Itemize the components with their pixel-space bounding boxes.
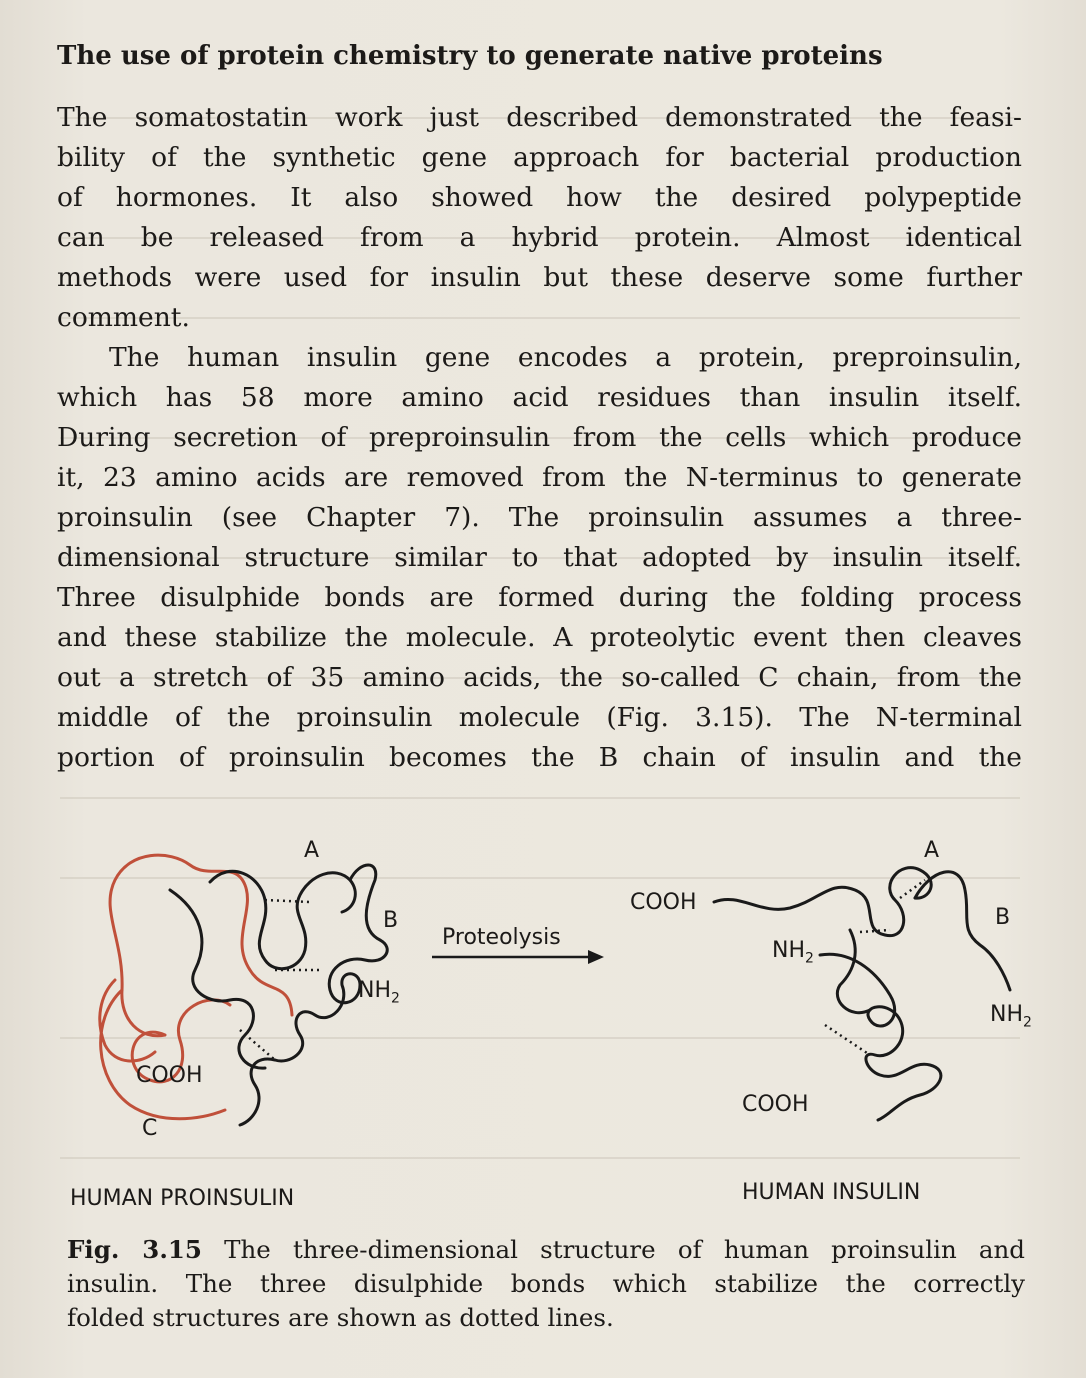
proinsulin-a-chain (210, 871, 355, 968)
body-text (57, 98, 1022, 778)
proteolysis-label: Proteolysis (442, 925, 561, 950)
insulin-inner-chain (837, 930, 870, 1013)
section-heading: The use of protein chemistry to generate native proteins (57, 41, 883, 71)
insulin-label-cooh-top: COOH (630, 890, 697, 915)
figure-3-15 (60, 820, 1050, 1220)
insulin-label-a: A (924, 838, 940, 863)
figure-caption (67, 1233, 1025, 1335)
text-line: it, 23 amino acids are removed from the N-terminus to generate (57, 462, 1022, 493)
caption-figure-number: Fig. 3.15 (67, 1235, 202, 1264)
text-line: The somatostatin work just described demonstrated the feasi- (57, 102, 1022, 133)
caption-line: folded structures are shown as dotted lines. (67, 1303, 614, 1332)
proinsulin-label-b: B (383, 908, 399, 933)
text-line: The human insulin gene encodes a protein, preproinsulin, (109, 342, 1022, 373)
text-line: portion of proinsulin becomes the B chain of insulin and the (57, 742, 1022, 773)
insulin-label-cooh-bottom: COOH (742, 1092, 809, 1117)
text-line: can be released from a hybrid protein. Almost identical (57, 222, 1022, 253)
proinsulin-inner-chain (170, 890, 265, 1068)
insulin-a-chain (714, 868, 931, 936)
figure-diagram (60, 820, 1050, 1220)
text-line: During secretion of preproinsulin from the cells which produce (57, 422, 1022, 453)
caption-line: Fig. 3.15 The three-dimensional structure of human proinsulin and (67, 1235, 1025, 1264)
text-line: bility of the synthetic gene approach for bacterial production (57, 142, 1022, 173)
insulin-title: HUMAN INSULIN (742, 1180, 921, 1205)
text-line: out a stretch of 35 amino acids, the so-called C chain, from the (57, 662, 1022, 693)
proinsulin-title: HUMAN PROINSULIN (70, 1186, 295, 1211)
proteolysis-arrowhead (588, 950, 604, 964)
insulin-label-nh2-right: $NH_2$ (990, 1002, 1032, 1031)
text-line: and these stabilize the molecule. A proteolytic event then cleaves (57, 622, 1022, 653)
proinsulin-label-cooh: COOH (136, 1063, 203, 1088)
insulin-disulphide-bond (825, 1025, 870, 1055)
text-line: proinsulin (see Chapter 7). The proinsulin assumes a three- (57, 502, 1022, 533)
text-line: Three disulphide bonds are formed during the folding process (57, 582, 1022, 613)
proinsulin-label-nh2: $NH_2$ (358, 978, 400, 1007)
proinsulin-disulphide-bond (240, 1030, 275, 1060)
text-line: methods were used for insulin but these deserve some further (57, 262, 1022, 293)
caption-line: insulin. The three disulphide bonds which stabilize the correctly (67, 1269, 1025, 1298)
insulin-b-chain (820, 872, 1010, 1120)
text-line: dimensional structure similar to that adopted by insulin itself. (57, 542, 1022, 573)
text-line: middle of the proinsulin molecule (Fig. 3.15). The N-terminal (57, 702, 1022, 733)
insulin-label-nh2-mid: $NH_2$ (772, 938, 814, 967)
proinsulin-disulphide-bond (265, 900, 310, 902)
text-line: comment. (57, 302, 190, 333)
proinsulin-label-c: C (142, 1116, 158, 1141)
insulin-label-b: B (995, 905, 1011, 930)
text-line: of hormones. It also showed how the desired polypeptide (57, 182, 1022, 213)
proinsulin-label-a: A (304, 838, 320, 863)
text-line: which has 58 more amino acid residues than insulin itself. (57, 382, 1022, 413)
